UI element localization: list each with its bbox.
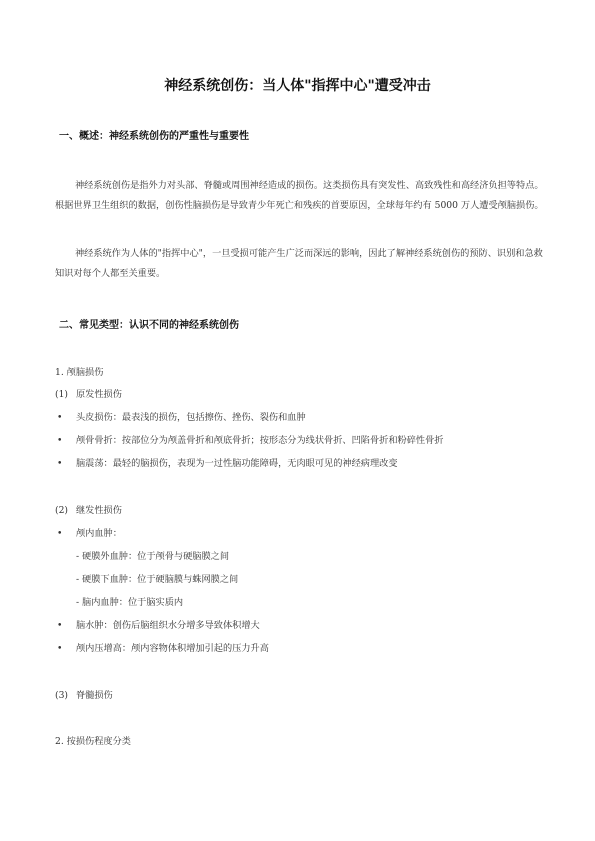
list-heading-craniocerebral: 1. 颅脑损伤 — [55, 367, 104, 378]
list-subitem-intracerebral: - 脑内血肿：位于脑实质内 — [76, 597, 184, 608]
list-item-edema: 脑水肿：创伤后脑组织水分增多导致体积增大 — [76, 620, 260, 631]
paragraph-definition: 神经系统创伤是指外力对头部、脊髓或周围神经造成的损伤。这类损伤具有突发性、高致残性和高经济负担等特点。根据世界卫生组织的数据，创伤性脑损伤是导致青少年死亡和残疾的首要原因，全球每年约有 5000 万人遭受颅脑损伤。 — [55, 180, 544, 211]
bullet-icon: • — [57, 643, 63, 654]
sub-label-primary: 原发性损伤 — [76, 389, 122, 400]
bullet-icon: • — [57, 435, 63, 446]
sub-number-2: (2) — [55, 505, 69, 516]
sub-label-secondary: 继发性损伤 — [76, 505, 122, 516]
bullet-icon: • — [57, 528, 63, 539]
list-subitem-epidural: - 硬膜外血肿：位于颅骨与硬脑膜之间 — [76, 551, 230, 562]
list-item-concussion: 脑震荡：最轻的脑损伤，表现为一过性脑功能障碍，无肉眼可见的神经病理改变 — [76, 458, 398, 469]
list-item-scalp: 头皮损伤：最表浅的损伤，包括擦伤、挫伤、裂伤和血肿 — [76, 412, 306, 423]
paragraph-importance: 神经系统作为人体的"指挥中心"，一旦受损可能产生广泛而深远的影响，因此了解神经系统创伤的预防、识别和急救知识对每个人都至关重要。 — [55, 248, 543, 279]
sub-number-1: (1) — [55, 389, 69, 400]
sub-number-3: (3) — [55, 690, 69, 701]
section-heading-overview: 一、概述：神经系统创伤的严重性与重要性 — [59, 131, 249, 142]
section-heading-types: 二、常见类型：认识不同的神经系统创伤 — [59, 320, 239, 331]
list-subitem-subdural: - 硬膜下血肿：位于硬脑膜与蛛网膜之间 — [76, 574, 239, 585]
bullet-icon: • — [57, 620, 63, 631]
list-item-hematoma: 颅内血肿： — [76, 528, 122, 539]
list-item-skull-fracture: 颅骨骨折：按部位分为颅盖骨折和颅底骨折；按形态分为线状骨折、凹陷骨折和粉碎性骨折 — [76, 435, 444, 446]
page-title: 神经系统创伤：当人体"指挥中心"遭受冲击 — [164, 78, 431, 94]
bullet-icon: • — [57, 458, 63, 469]
bullet-icon: • — [57, 412, 63, 423]
list-item-icp: 颅内压增高：颅内容物体积增加引起的压力升高 — [76, 643, 269, 654]
list-heading-severity: 2. 按损伤程度分类 — [55, 736, 131, 747]
sub-label-spinal: 脊髓损伤 — [76, 690, 113, 701]
